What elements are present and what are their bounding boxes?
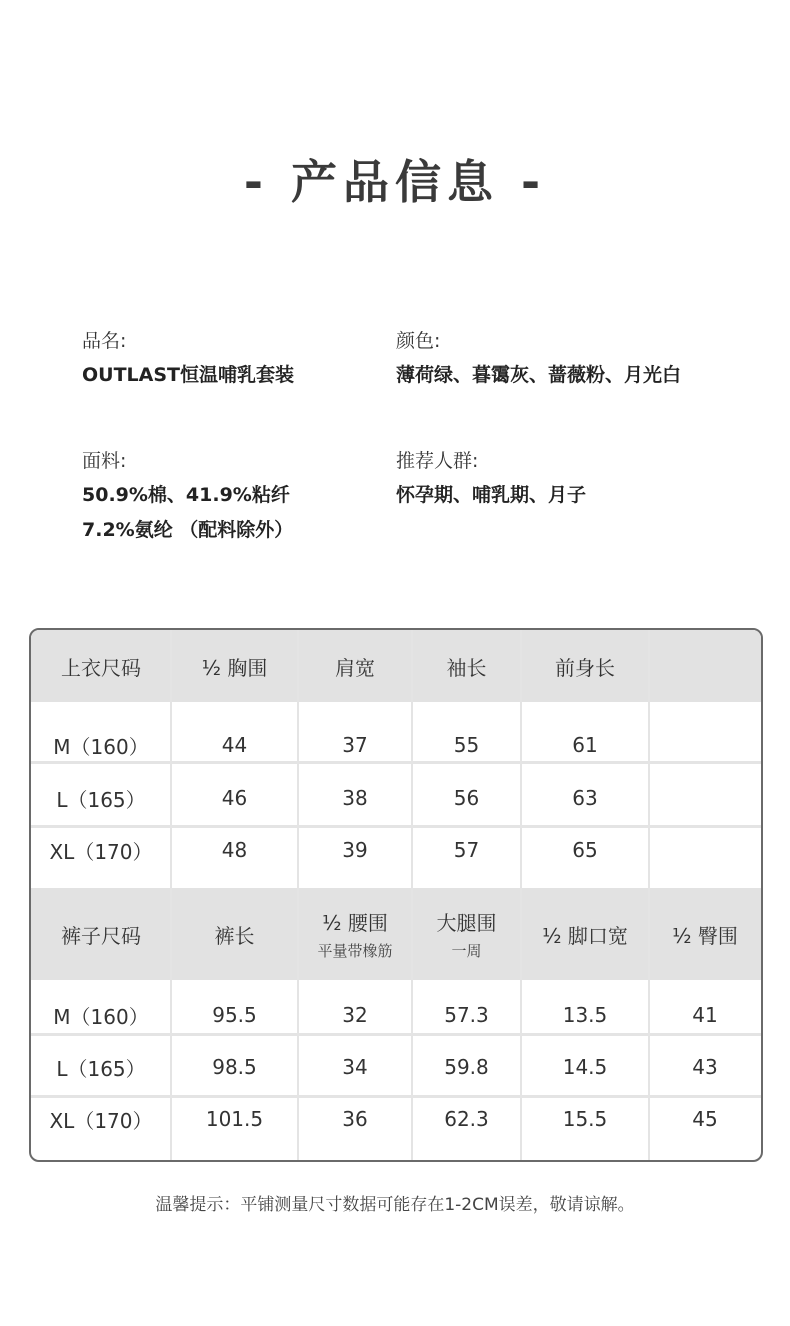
- top-row-0-col2: [298, 720, 412, 770]
- pants-header-col3: [412, 888, 521, 980]
- top-row-0-size-text: M（160）: [53, 734, 149, 759]
- pants-header-size: [31, 888, 171, 980]
- pants-header-col4: [521, 888, 649, 980]
- top-row-2-col2: [298, 825, 412, 875]
- pants-row-0-col5: [649, 990, 761, 1040]
- top-row-1-col2: [298, 773, 412, 823]
- pants-row-1-col1: [171, 1042, 298, 1092]
- crowd-label: 推荐人群:: [396, 450, 479, 472]
- pants-row-0-col2-text: 32: [342, 1003, 368, 1027]
- top-row-2-col4-text: 65: [572, 838, 598, 862]
- top-row-2-col1: [171, 825, 298, 875]
- pants-row-0-col1: [171, 990, 298, 1040]
- pants-header-col3-text: 大腿围: [436, 911, 497, 935]
- pants-header-col1-text: 裤长: [214, 923, 255, 948]
- top-row-2-col1-text: 48: [221, 838, 248, 862]
- top-header-col5: [649, 630, 761, 702]
- top-row-1-col2-text: 38: [342, 786, 368, 810]
- pants-row-1-col3: [412, 1042, 521, 1092]
- product-name-label: 品名:: [82, 330, 127, 352]
- top-row-0-col2-text: 37: [342, 733, 368, 757]
- pants-header-col2-text: ½ 腰围: [322, 911, 388, 935]
- top-row-0-col3: [412, 720, 521, 770]
- top-row-1-col4: [521, 773, 649, 823]
- top-header-col1: [171, 630, 298, 702]
- pants-row-2-size-text: XL（170）: [49, 1108, 153, 1133]
- product-name-value: OUTLAST恒温哺乳套装: [82, 364, 294, 386]
- pants-row-1-col2-text: 34: [342, 1055, 368, 1079]
- pants-row-0-col4-text: 13.5: [562, 1003, 608, 1027]
- top-header-col3: [412, 630, 521, 702]
- pants-row-0-col1-text: 95.5: [212, 1003, 257, 1027]
- pants-row-1-col5: [649, 1042, 761, 1092]
- fabric-label: 面料:: [82, 450, 127, 472]
- fabric-value-line1: 50.9%棉、41.9%粘纤: [82, 484, 290, 506]
- pants-row-1-col1-text: 98.5: [212, 1055, 257, 1079]
- top-row-0-size: [31, 720, 171, 770]
- pants-row-2-size: [31, 1094, 171, 1144]
- top-header-col1-text: ½ 胸围: [201, 655, 268, 680]
- top-row-1-col3-text: 56: [453, 786, 480, 810]
- pants-header-col3-subtext: 一周: [451, 942, 482, 960]
- pants-row-2-col4: [521, 1094, 649, 1144]
- pants-row-2-col4-text: 15.5: [562, 1107, 608, 1131]
- pants-header-size-text: 裤子尺码: [61, 923, 141, 948]
- pants-row-0-size: [31, 990, 171, 1040]
- pants-row-0-col2: [298, 990, 412, 1040]
- pants-header-col4-text: ½ 脚口宽: [542, 923, 628, 948]
- page-title: - 产品信息 -: [243, 155, 547, 209]
- pants-header-col1: [171, 888, 298, 980]
- top-header-col2: [298, 630, 412, 702]
- top-header-col4-text: 前身长: [555, 655, 615, 680]
- pants-row-2-col2: [298, 1094, 412, 1144]
- pants-row-2-col3: [412, 1094, 521, 1144]
- top-row-0-col3-text: 55: [453, 733, 480, 757]
- top-header-size: [31, 630, 171, 702]
- top-row-2-col3: [412, 825, 521, 875]
- top-row-1-col4-text: 63: [572, 786, 598, 810]
- pants-row-0-size-text: M（160）: [53, 1004, 149, 1029]
- pants-row-2-col2-text: 36: [342, 1107, 368, 1131]
- measurement-note: 温馨提示：平铺测量尺寸数据可能存在1-2CM误差，敬请谅解。: [155, 1195, 635, 1215]
- top-row-2-size-text: XL（170）: [49, 839, 153, 864]
- fabric-value-line2: 7.2%氨纶 （配料除外）: [82, 519, 294, 541]
- pants-header-col2-subtext: 平量带橡筋: [317, 942, 393, 960]
- top-row-2-col3-text: 57: [453, 838, 480, 862]
- top-row-0-col1: [171, 720, 298, 770]
- pants-row-1-col5-text: 43: [692, 1055, 718, 1079]
- pants-row-1-col4-text: 14.5: [562, 1055, 608, 1079]
- top-row-1-size: [31, 773, 171, 823]
- top-row-2-col2-text: 39: [342, 838, 368, 862]
- top-row-2-col5: [649, 825, 761, 875]
- top-header-col2-text: 肩宽: [335, 655, 375, 680]
- top-row-1-col5: [649, 773, 761, 823]
- pants-row-1-col2: [298, 1042, 412, 1092]
- pants-header-col5-text: ½ 臀围: [672, 923, 738, 948]
- top-row-1-col1: [171, 773, 298, 823]
- top-header-col3-text: 袖长: [446, 655, 487, 680]
- top-header-col4: [521, 630, 649, 702]
- pants-row-2-col1: [171, 1094, 298, 1144]
- pants-row-0-col3-text: 57.3: [444, 1003, 489, 1027]
- crowd-value: 怀孕期、哺乳期、月子: [396, 484, 587, 506]
- top-header-size-text: 上衣尺码: [61, 655, 141, 680]
- pants-header-col2: [298, 888, 412, 980]
- pants-row-2-col5: [649, 1094, 761, 1144]
- top-row-0-col1-text: 44: [221, 733, 248, 757]
- top-row-0-col5: [649, 720, 761, 770]
- top-row-1-size-text: L（165）: [56, 787, 146, 812]
- pants-row-0-col3: [412, 990, 521, 1040]
- pants-row-0-col5-text: 41: [692, 1003, 718, 1027]
- color-value: 薄荷绿、暮霭灰、蔷薇粉、月光白: [396, 364, 682, 386]
- pants-row-2-col5-text: 45: [692, 1107, 718, 1131]
- pants-row-1-col3-text: 59.8: [444, 1055, 489, 1079]
- pants-row-1-size-text: L（165）: [56, 1056, 146, 1081]
- pants-row-0-col4: [521, 990, 649, 1040]
- top-row-0-col4-text: 61: [572, 733, 598, 757]
- top-row-2-col4: [521, 825, 649, 875]
- top-row-1-col1-text: 46: [221, 786, 248, 810]
- pants-row-2-col1-text: 101.5: [205, 1107, 264, 1131]
- pants-row-2-col3-text: 62.3: [444, 1107, 489, 1131]
- pants-row-1-size: [31, 1042, 171, 1092]
- top-row-1-col3: [412, 773, 521, 823]
- size-table: [29, 628, 763, 1162]
- color-label: 颜色:: [396, 330, 441, 352]
- pants-header-col5: [649, 888, 761, 980]
- top-row-0-col4: [521, 720, 649, 770]
- top-row-2-size: [31, 825, 171, 875]
- pants-row-1-col4: [521, 1042, 649, 1092]
